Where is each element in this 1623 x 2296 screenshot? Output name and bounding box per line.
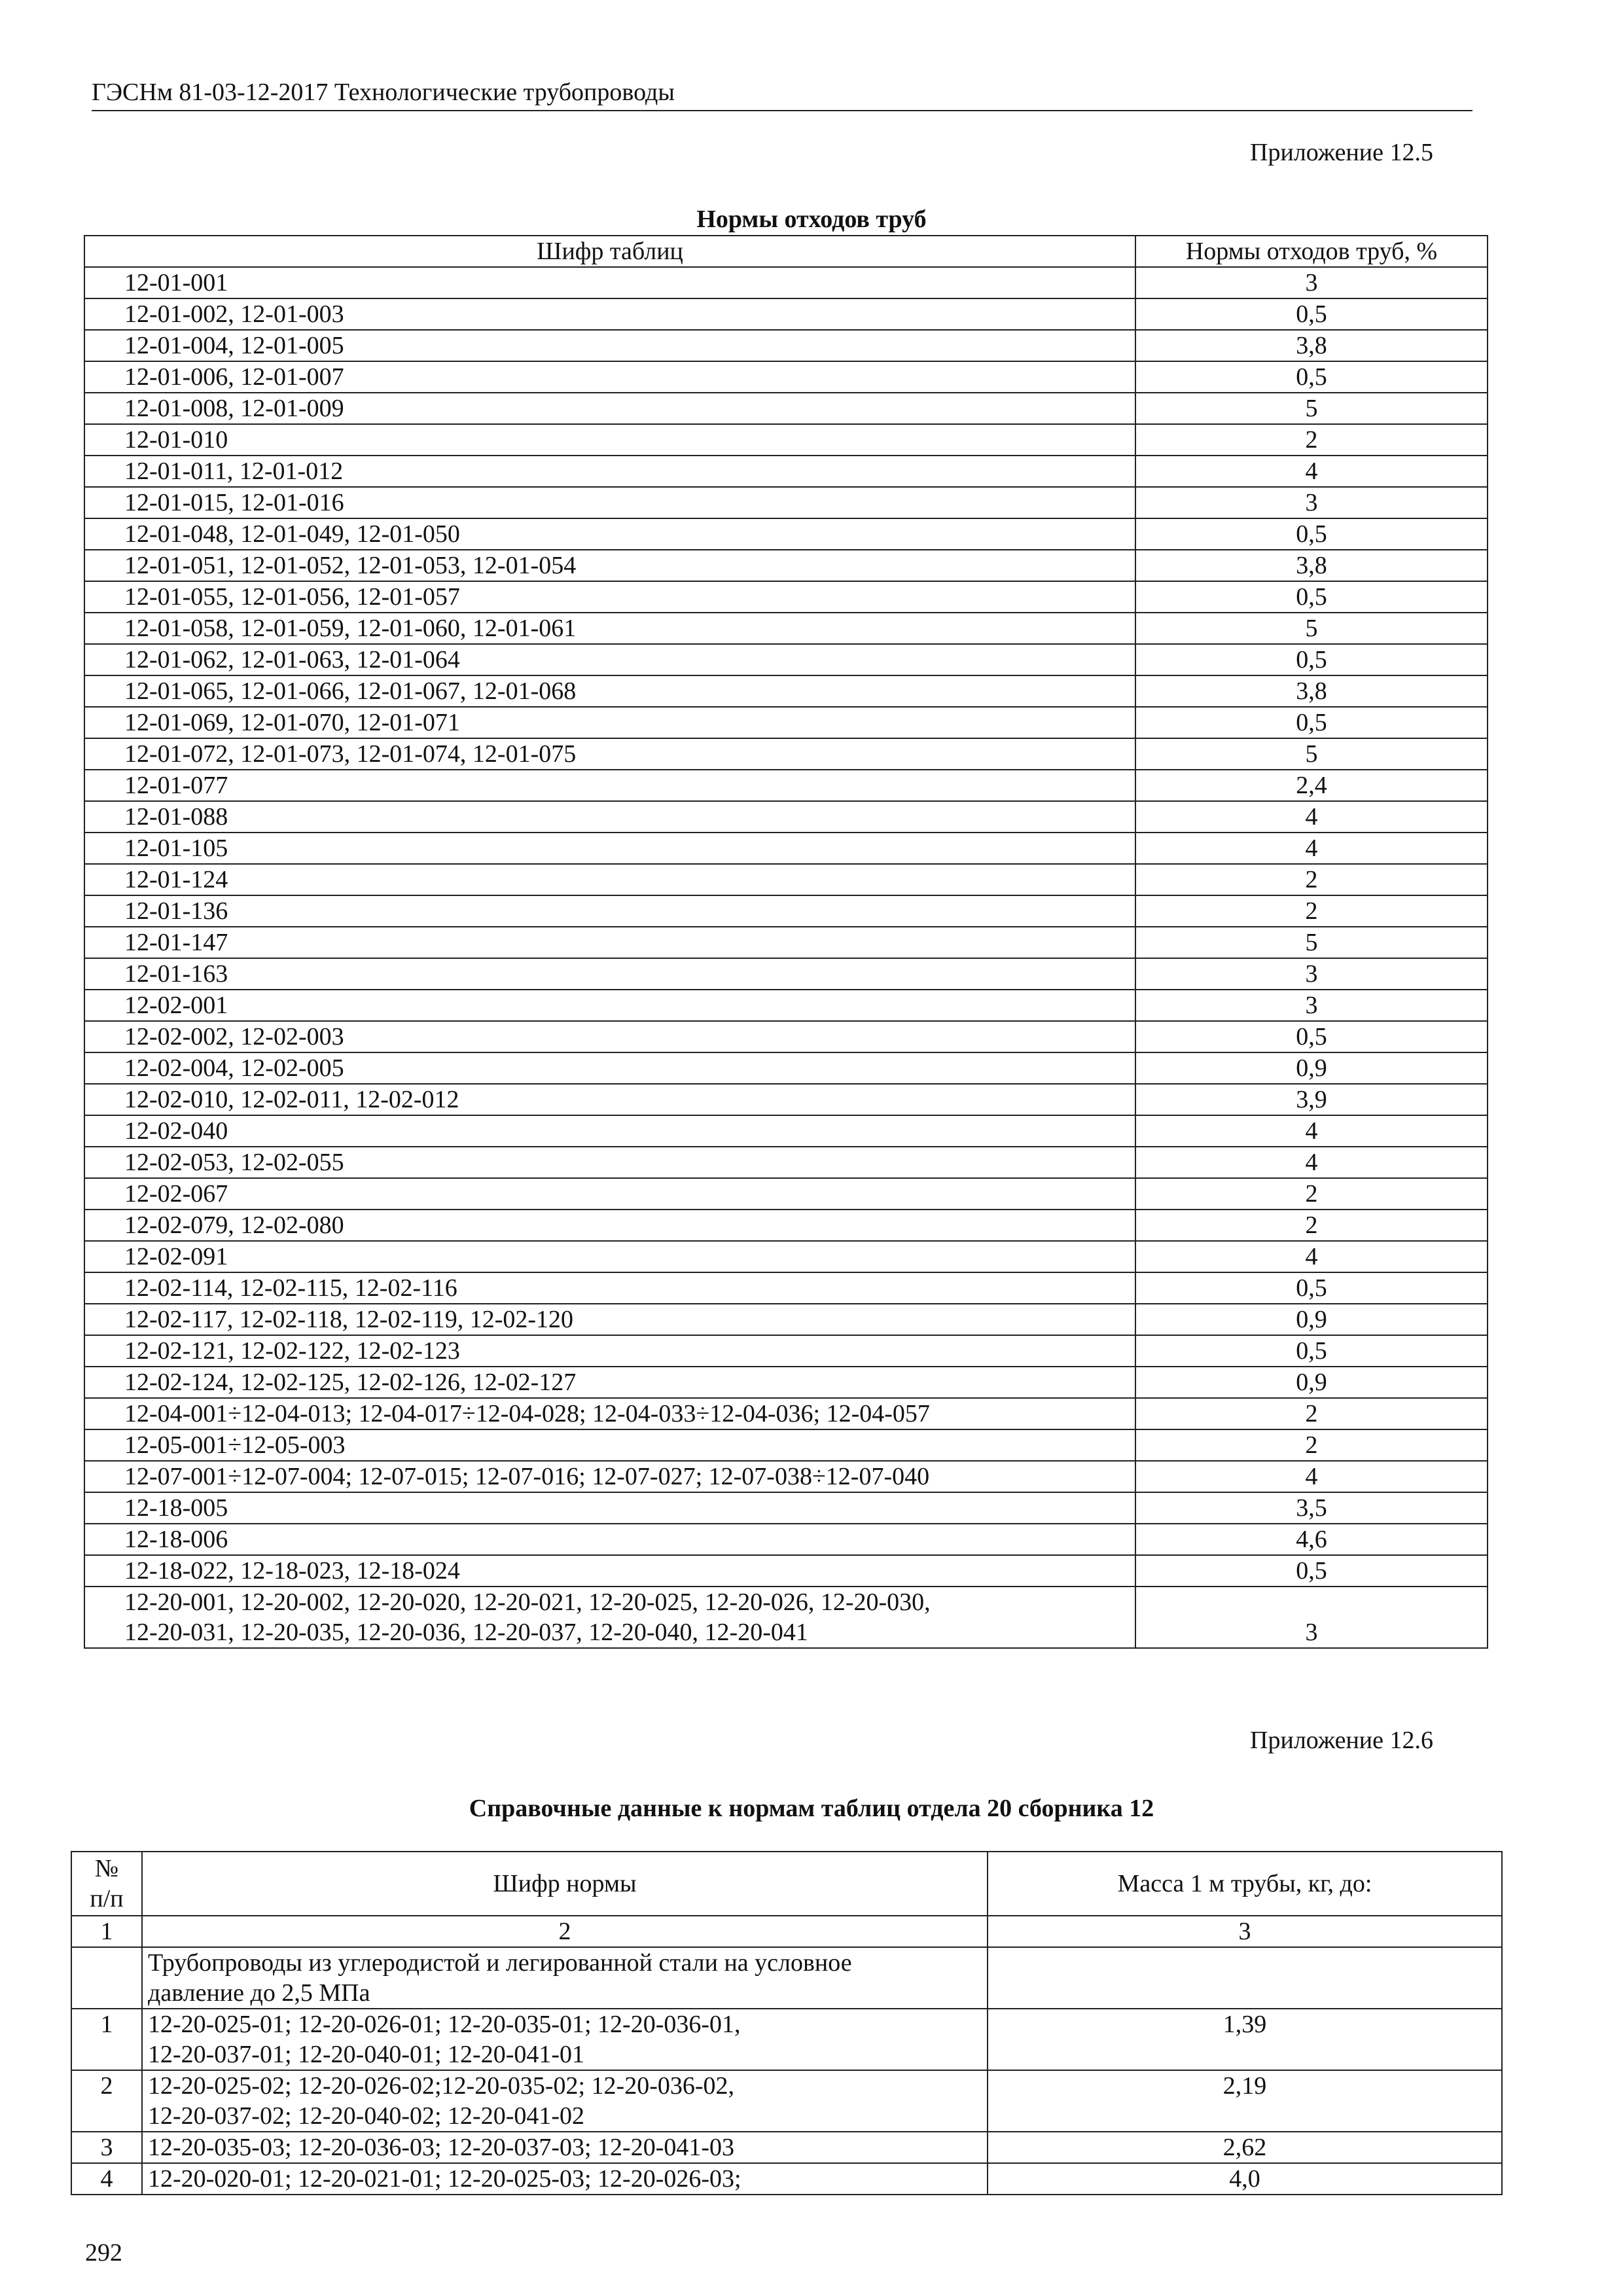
table-row xyxy=(84,958,1488,990)
code-line: 12-20-037-02; 12-20-040-02; 12-20-041-02 xyxy=(148,2102,585,2130)
code-cell: 12-18-005 xyxy=(84,1492,1135,1524)
code-cell: 12-01-105 xyxy=(84,833,1135,864)
table-row xyxy=(84,927,1488,958)
reference-data-table-body xyxy=(71,2009,1502,2195)
reference-data-table xyxy=(71,1851,1503,2195)
table-row xyxy=(84,1304,1488,1335)
table-row xyxy=(84,550,1488,581)
table-row xyxy=(84,518,1488,550)
code-cell: 12-01-006, 12-01-007 xyxy=(84,361,1135,393)
norm-cell: 0,5 xyxy=(1135,1555,1488,1587)
norm-cell: 4 xyxy=(1135,801,1488,833)
code-cell: 12-01-088 xyxy=(84,801,1135,833)
code-cell: 12-02-004, 12-02-005 xyxy=(84,1052,1135,1084)
table-row xyxy=(84,895,1488,927)
table-row xyxy=(84,581,1488,613)
code-cell: 12-01-051, 12-01-052, 12-01-053, 12-01-054 xyxy=(84,550,1135,581)
norm-cell: 2 xyxy=(1135,1429,1488,1461)
norm-cell: 0,5 xyxy=(1135,707,1488,738)
reference-table-title: Справочные данные к нормам таблиц отдела 20 сборника 12 xyxy=(469,1795,1154,1822)
column-header-norm: Нормы отходов труб, % xyxy=(1135,236,1488,267)
table-row xyxy=(84,1210,1488,1241)
code-cell: 12-02-040 xyxy=(84,1115,1135,1147)
code-cell: 12-01-124 xyxy=(84,864,1135,895)
table-row xyxy=(84,1335,1488,1367)
norm-cell: 2 xyxy=(1135,864,1488,895)
norm-cell: 5 xyxy=(1135,738,1488,770)
column-header-code: Шифр таблиц xyxy=(84,236,1135,267)
column-header-code: Шифр нормы xyxy=(142,1852,988,1916)
table-row xyxy=(84,1147,1488,1178)
section-heading xyxy=(142,1947,988,2009)
norm-cell: 4 xyxy=(1135,1147,1488,1178)
norm-cell: 0,5 xyxy=(1135,1335,1488,1367)
code-cell: 12-01-055, 12-01-056, 12-01-057 xyxy=(84,581,1135,613)
code-cell: 12-02-079, 12-02-080 xyxy=(84,1210,1135,1241)
code-cell: 12-02-010, 12-02-011, 12-02-012 xyxy=(84,1084,1135,1115)
appendix-12-6-label: Приложение 12.6 xyxy=(1250,1727,1433,1754)
table-row xyxy=(84,613,1488,644)
column-number: 3 xyxy=(988,1916,1502,1947)
code-cell: 12-01-011, 12-01-012 xyxy=(84,456,1135,487)
table-row xyxy=(71,2132,1502,2163)
table-row xyxy=(84,864,1488,895)
mass-cell: 2,19 xyxy=(988,2070,1502,2132)
mass-cell: 4,0 xyxy=(988,2163,1502,2195)
norm-cell: 3,8 xyxy=(1135,550,1488,581)
table-row xyxy=(84,1241,1488,1272)
norm-cell: 0,9 xyxy=(1135,1304,1488,1335)
column-number-row xyxy=(71,1916,1502,1947)
code-cell xyxy=(142,2132,988,2163)
table-row xyxy=(84,1367,1488,1398)
code-cell: 12-07-001÷12-07-004; 12-07-015; 12-07-016; 12-07-027; 12-07-038÷12-07-040 xyxy=(84,1461,1135,1492)
waste-norms-table-title: Нормы отходов труб xyxy=(696,206,927,233)
table-row xyxy=(84,424,1488,456)
mass-cell: 1,39 xyxy=(988,2009,1502,2070)
norm-cell: 4 xyxy=(1135,1461,1488,1492)
code-line: 12-20-035-03; 12-20-036-03; 12-20-037-03; 12-20-041-03 xyxy=(148,2134,735,2161)
code-cell: 12-05-001÷12-05-003 xyxy=(84,1429,1135,1461)
norm-cell: 4 xyxy=(1135,1241,1488,1272)
norm-cell: 0,5 xyxy=(1135,1272,1488,1304)
norm-cell: 2 xyxy=(1135,1398,1488,1429)
table-row xyxy=(84,1398,1488,1429)
code-cell: 12-01-077 xyxy=(84,770,1135,801)
norm-cell: 4,6 xyxy=(1135,1524,1488,1555)
table-row xyxy=(71,2070,1502,2132)
code-line: 12-20-025-02; 12-20-026-02;12-20-035-02; 12-20-036-02, xyxy=(148,2072,735,2100)
waste-norms-table-body xyxy=(84,267,1488,1587)
table-row xyxy=(71,2009,1502,2070)
code-cell: 12-01-058, 12-01-059, 12-01-060, 12-01-061 xyxy=(84,613,1135,644)
code-line: 12-20-031, 12-20-035, 12-20-036, 12-20-037, 12-20-040, 12-20-041 xyxy=(124,1619,808,1646)
waste-norms-table xyxy=(84,235,1488,1649)
code-cell: 12-01-163 xyxy=(84,958,1135,990)
norm-cell: 5 xyxy=(1135,393,1488,424)
table-row xyxy=(84,1178,1488,1210)
norm-cell: 3 xyxy=(1135,1587,1488,1648)
code-cell: 12-04-001÷12-04-013; 12-04-017÷12-04-028; 12-04-033÷12-04-036; 12-04-057 xyxy=(84,1398,1135,1429)
code-cell: 12-02-067 xyxy=(84,1178,1135,1210)
appendix-12-5-label: Приложение 12.5 xyxy=(1250,139,1433,166)
code-cell: 12-01-136 xyxy=(84,895,1135,927)
norm-cell: 3,8 xyxy=(1135,675,1488,707)
table-row xyxy=(84,1084,1488,1115)
code-cell: 12-01-062, 12-01-063, 12-01-064 xyxy=(84,644,1135,675)
code-cell xyxy=(142,2163,988,2195)
code-cell: 12-18-022, 12-18-023, 12-18-024 xyxy=(84,1555,1135,1587)
norm-cell: 5 xyxy=(1135,613,1488,644)
code-cell xyxy=(142,2009,988,2070)
code-cell: 12-02-121, 12-02-122, 12-02-123 xyxy=(84,1335,1135,1367)
norm-cell: 4 xyxy=(1135,456,1488,487)
code-cell: 12-01-010 xyxy=(84,424,1135,456)
code-cell: 12-01-072, 12-01-073, 12-01-074, 12-01-075 xyxy=(84,738,1135,770)
code-cell: 12-18-006 xyxy=(84,1524,1135,1555)
code-cell: 12-01-002, 12-01-003 xyxy=(84,298,1135,330)
norm-cell: 2 xyxy=(1135,424,1488,456)
table-row xyxy=(84,1524,1488,1555)
norm-cell: 0,5 xyxy=(1135,1021,1488,1052)
section-heading-line: Трубопроводы из углеродистой и легированной стали на условное xyxy=(148,1949,852,1977)
page-number: 292 xyxy=(85,2239,122,2267)
norm-cell: 0,5 xyxy=(1135,644,1488,675)
norm-cell: 0,5 xyxy=(1135,361,1488,393)
norm-cell: 0,5 xyxy=(1135,518,1488,550)
code-cell xyxy=(84,1587,1135,1648)
code-cell: 12-01-015, 12-01-016 xyxy=(84,487,1135,518)
code-cell: 12-02-053, 12-02-055 xyxy=(84,1147,1135,1178)
table-row xyxy=(84,1052,1488,1084)
code-line: 12-20-037-01; 12-20-040-01; 12-20-041-01 xyxy=(148,2041,585,2068)
row-number: 3 xyxy=(71,2132,142,2163)
norm-cell: 3 xyxy=(1135,958,1488,990)
norm-cell: 2 xyxy=(1135,1178,1488,1210)
norm-cell: 0,9 xyxy=(1135,1052,1488,1084)
code-cell: 12-01-069, 12-01-070, 12-01-071 xyxy=(84,707,1135,738)
code-cell xyxy=(142,2070,988,2132)
column-number: 1 xyxy=(71,1916,142,1947)
code-cell: 12-02-124, 12-02-125, 12-02-126, 12-02-127 xyxy=(84,1367,1135,1398)
table-row xyxy=(84,393,1488,424)
code-cell: 12-02-117, 12-02-118, 12-02-119, 12-02-120 xyxy=(84,1304,1135,1335)
code-cell: 12-02-091 xyxy=(84,1241,1135,1272)
norm-cell: 3 xyxy=(1135,990,1488,1021)
table-row xyxy=(84,801,1488,833)
table-row xyxy=(84,738,1488,770)
table-row xyxy=(84,770,1488,801)
norm-cell: 3 xyxy=(1135,487,1488,518)
table-row xyxy=(84,1461,1488,1492)
table-row xyxy=(84,1115,1488,1147)
column-number: 2 xyxy=(142,1916,988,1947)
code-line: 12-20-020-01; 12-20-021-01; 12-20-025-03; 12-20-026-03; xyxy=(148,2165,741,2193)
table-row xyxy=(84,1021,1488,1052)
empty-cell xyxy=(71,1947,142,2009)
table-row xyxy=(84,267,1488,298)
table-row xyxy=(84,644,1488,675)
norm-cell: 2 xyxy=(1135,1210,1488,1241)
table-row xyxy=(84,833,1488,864)
norm-cell: 2,4 xyxy=(1135,770,1488,801)
code-cell: 12-01-065, 12-01-066, 12-01-067, 12-01-068 xyxy=(84,675,1135,707)
table-row xyxy=(84,675,1488,707)
row-number: 1 xyxy=(71,2009,142,2070)
norm-cell: 4 xyxy=(1135,833,1488,864)
table-row xyxy=(84,1492,1488,1524)
table-row xyxy=(84,487,1488,518)
table-row xyxy=(84,1429,1488,1461)
running-header: ГЭСНм 81-03-12-2017 Технологические трубопроводы xyxy=(92,77,1472,111)
code-cell: 12-01-008, 12-01-009 xyxy=(84,393,1135,424)
table-row xyxy=(84,298,1488,330)
norm-cell: 3,5 xyxy=(1135,1492,1488,1524)
code-line: 12-20-025-01; 12-20-026-01; 12-20-035-01; 12-20-036-01, xyxy=(148,2011,741,2038)
mass-cell: 2,62 xyxy=(988,2132,1502,2163)
norm-cell: 3,8 xyxy=(1135,330,1488,361)
norm-cell: 3,9 xyxy=(1135,1084,1488,1115)
table-row xyxy=(84,361,1488,393)
code-cell: 12-01-001 xyxy=(84,267,1135,298)
row-number: 2 xyxy=(71,2070,142,2132)
table-row xyxy=(71,2163,1502,2195)
section-heading-line: давление до 2,5 МПа xyxy=(148,1979,370,2007)
code-cell: 12-02-114, 12-02-115, 12-02-116 xyxy=(84,1272,1135,1304)
empty-cell xyxy=(988,1947,1502,2009)
table-row xyxy=(84,1272,1488,1304)
norm-cell: 0,5 xyxy=(1135,581,1488,613)
number-sign: № xyxy=(94,1855,119,1882)
norm-cell: 0,5 xyxy=(1135,298,1488,330)
table-row xyxy=(84,330,1488,361)
table-row xyxy=(84,456,1488,487)
code-cell: 12-01-147 xyxy=(84,927,1135,958)
column-header-mass: Масса 1 м трубы, кг, до: xyxy=(988,1852,1502,1916)
number-abbrev: п/п xyxy=(90,1885,124,1912)
code-cell: 12-01-004, 12-01-005 xyxy=(84,330,1135,361)
code-cell: 12-01-048, 12-01-049, 12-01-050 xyxy=(84,518,1135,550)
norm-cell: 0,9 xyxy=(1135,1367,1488,1398)
section-heading-row xyxy=(71,1947,1502,2009)
code-cell: 12-02-001 xyxy=(84,990,1135,1021)
norm-cell: 5 xyxy=(1135,927,1488,958)
table-row xyxy=(84,707,1488,738)
table-row xyxy=(84,1587,1488,1648)
norm-cell: 3 xyxy=(1135,267,1488,298)
column-header-number xyxy=(71,1852,142,1916)
table-row xyxy=(84,990,1488,1021)
code-cell: 12-02-002, 12-02-003 xyxy=(84,1021,1135,1052)
table-row xyxy=(84,1555,1488,1587)
code-line: 12-20-001, 12-20-002, 12-20-020, 12-20-021, 12-20-025, 12-20-026, 12-20-030, xyxy=(124,1588,931,1616)
row-number: 4 xyxy=(71,2163,142,2195)
norm-cell: 4 xyxy=(1135,1115,1488,1147)
norm-cell: 2 xyxy=(1135,895,1488,927)
